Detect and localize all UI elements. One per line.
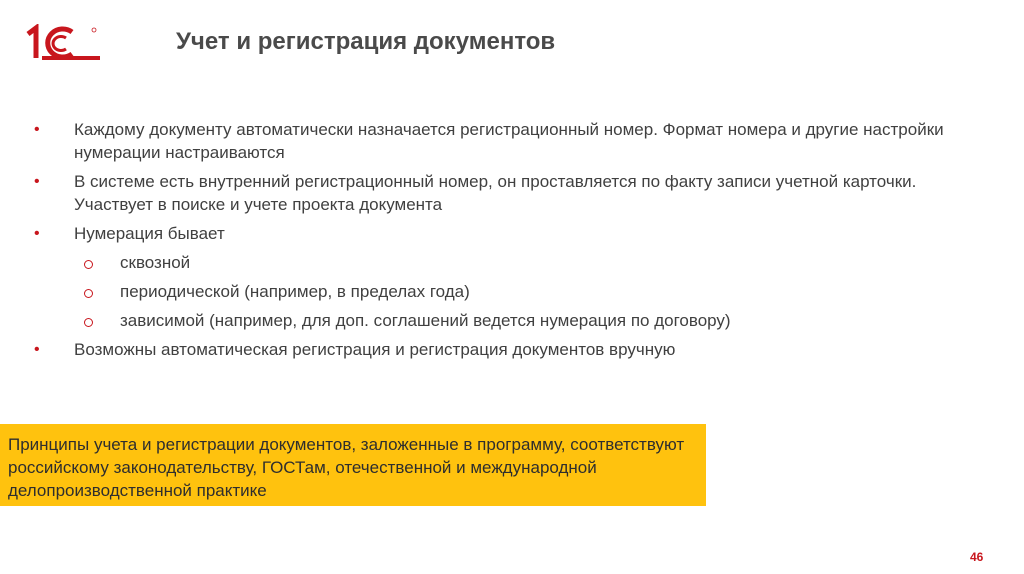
circle-bullet-icon: [84, 318, 93, 327]
slide-title: Учет и регистрация документов: [176, 28, 556, 55]
bullet-text: сквозной: [120, 253, 191, 272]
bullet-dot-icon: •: [34, 225, 40, 242]
highlight-note: Принципы учета и регистрации документов, заложенные в программу, соответствуют российскому законодательству, ГОСТам, отечественной и международной делопроизводственной практике: [0, 424, 706, 506]
bullet-dot-icon: •: [34, 173, 40, 190]
bullet-dot-icon: •: [34, 121, 40, 138]
bullet-item: [30, 338, 960, 361]
bullet-text: В системе есть внутренний регистрационный номер, он проставляется по факту записи учетной карточки. Участвует в поиске и учете проекта документа: [74, 172, 917, 214]
bullet-item: [30, 170, 960, 216]
bullet-text: зависимой (например, для доп. соглашений ведется нумерация по договору): [120, 311, 731, 330]
bullet-item: [30, 118, 960, 164]
bullet-item: [30, 222, 960, 245]
bullet-text: Нумерация бывает: [74, 224, 225, 243]
circle-bullet-icon: [84, 289, 93, 298]
sub-bullet-item: [30, 251, 960, 274]
bullet-text: периодической (например, в пределах года): [120, 282, 470, 301]
page-number: 46: [970, 550, 984, 564]
bullet-text: Возможны автоматическая регистрация и регистрация документов вручную: [74, 340, 676, 359]
sub-bullet-item: [30, 309, 960, 332]
bullet-dot-icon: •: [34, 341, 40, 358]
circle-bullet-icon: [84, 260, 93, 269]
1c-logo: [22, 24, 102, 66]
bullet-list: [30, 118, 960, 367]
bullet-text: Каждому документу автоматически назначается регистрационный номер. Формат номера и другие настройки нумерации настраиваются: [74, 120, 944, 162]
sub-bullet-item: [30, 280, 960, 303]
